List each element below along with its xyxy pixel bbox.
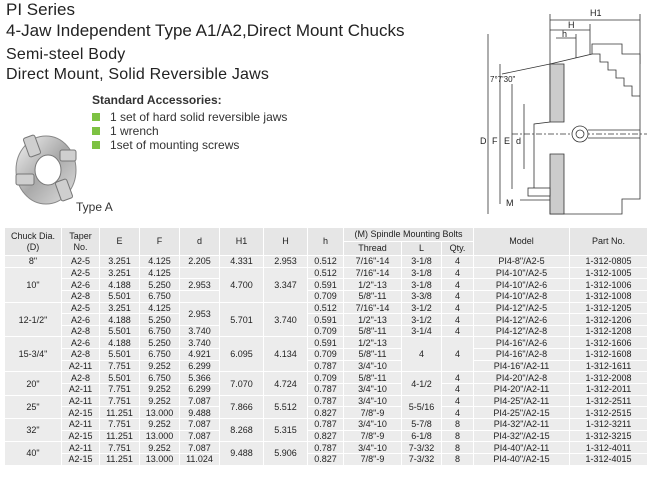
table-cell: 1/2"-13 [344,337,402,349]
table-cell: 3/4"-10 [344,395,402,407]
table-cell: 6.750 [140,349,180,361]
table-cell: 3/4"-10 [344,360,402,372]
table-cell: 3-1/4 [402,325,442,337]
table-cell: 5-5/16 [402,395,442,418]
table-cell: PI4-40"/A2-15 [474,453,570,465]
table-cell: 25" [5,395,62,418]
table-cell: 7/8"-9 [344,453,402,465]
table-cell: PI4-10"/A2-5 [474,267,570,279]
table-cell: 20" [5,372,62,395]
table-cell: 4.125 [140,256,180,268]
table-cell: 9.488 [180,407,220,419]
table-cell: 4-1/2 [402,372,442,395]
table-cell: A2-5 [62,267,100,279]
table-cell: 7/16"-14 [344,267,402,279]
table-cell: 5/8"-11 [344,349,402,361]
table-cell: 3/4"-10 [344,442,402,454]
table-cell: 5.512 [264,395,308,418]
table-cell: 2.953 [180,279,220,291]
table-cell: 32" [5,418,62,441]
col-E: E [100,228,140,256]
table-cell: 4 [442,384,474,396]
table-row [5,337,648,349]
table-cell: PI4-12"/A2-8 [474,325,570,337]
table-cell: 13.000 [140,407,180,419]
label-H1: H1 [590,8,602,18]
table-cell: 6.750 [140,290,180,302]
col-thread: Thread [344,242,402,256]
table-cell: 7.087 [180,395,220,407]
table-cell: 2.205 [180,256,220,268]
bullet-icon [92,113,100,121]
table-cell: 7-3/32 [402,453,442,465]
table-cell: 6.299 [180,384,220,396]
table-cell: 3.740 [180,325,220,337]
table-cell: 4 [442,314,474,326]
table-cell: 5.315 [264,418,308,441]
table-cell: 2.953 [180,302,220,325]
table-cell: 9.252 [140,442,180,454]
table-row [5,430,648,442]
table-cell: 6.299 [180,360,220,372]
table-cell: 7.070 [220,372,264,395]
bullet-icon [92,141,100,149]
table-cell: 4.134 [264,337,308,372]
table-cell: PI4-12"/A2-6 [474,314,570,326]
table-cell: 1-312-1006 [570,279,648,291]
table-cell: 1/2"-13 [344,279,402,291]
table-cell: PI4-16"/A2-8 [474,349,570,361]
table-cell: 5.501 [100,372,140,384]
table-cell: A2-6 [62,314,100,326]
table-cell: 8 [442,442,474,454]
table-cell: A2-15 [62,453,100,465]
label-angle: 7°7'30" [490,75,516,84]
table-cell: 5.501 [100,325,140,337]
table-cell: 7/16"-14 [344,302,402,314]
table-cell: 4.331 [220,256,264,268]
table-cell: A2-15 [62,430,100,442]
table-cell: 5.250 [140,314,180,326]
table-row [5,325,648,337]
series-name: PI Series [6,0,75,19]
table-cell: 5.250 [140,279,180,291]
table-row [5,349,648,361]
table-cell: 11.251 [100,430,140,442]
table-cell: 5-7/8 [402,418,442,430]
table-cell: 9.488 [220,442,264,465]
table-cell: PI4-10"/A2-8 [474,290,570,302]
table-cell: 1-312-4011 [570,442,648,454]
label-d: d [516,136,522,146]
table-cell: 3/4"-10 [344,418,402,430]
table-cell: 6.750 [140,372,180,384]
table-cell: 3.740 [180,337,220,349]
table-cell: 9.252 [140,395,180,407]
table-cell: A2-11 [62,384,100,396]
table-cell: A2-11 [62,395,100,407]
photo-caption: Type A [76,200,113,214]
table-cell: 4 [442,279,474,291]
col-H1: H1 [220,228,264,256]
table-cell: 5.906 [264,442,308,465]
table-cell: 0.709 [308,325,344,337]
table-cell: 4 [442,267,474,279]
table-cell: 0.827 [308,453,344,465]
table-cell: 5.366 [180,372,220,384]
label-F: F [492,136,498,146]
table-row [5,279,648,291]
col-part: Part No. [570,228,648,256]
table-cell: 4.188 [100,314,140,326]
table-cell: 3.251 [100,302,140,314]
label-h: h [562,29,568,39]
table-cell: PI4-32"/A2-15 [474,430,570,442]
table-cell: 5/8"-11 [344,372,402,384]
table-cell: 7.087 [180,430,220,442]
table-cell: 1-312-1008 [570,290,648,302]
table-cell: PI4-20"/A2-8 [474,372,570,384]
table-cell: 0.827 [308,430,344,442]
table-row [5,314,648,326]
table-cell: 5.501 [100,290,140,302]
table-cell: 3-1/8 [402,267,442,279]
table-cell: 1-312-2511 [570,395,648,407]
table-cell: 8 [442,430,474,442]
chuck-drawing [472,4,648,224]
table-cell: 12-1/2" [5,302,62,337]
chuck-photo [10,128,80,208]
table-cell: 6.095 [220,337,264,372]
table-cell: 4.188 [100,279,140,291]
subtitle-jaws: Direct Mount, Solid Reversible Jaws [6,66,270,83]
table-cell: 6-1/8 [402,430,442,442]
table-cell: 0.591 [308,337,344,349]
table-cell: 0.709 [308,372,344,384]
accessory-item: 1set of mounting screws [92,138,392,152]
col-taper: Taper No. [62,228,100,256]
table-row [5,395,648,407]
table-cell: 15-3/4" [5,337,62,372]
table-cell: 7/16"-14 [344,256,402,268]
subtitle-body: Semi-steel Body [6,46,126,63]
table-cell: 13.000 [140,453,180,465]
table-cell: PI4-32"/A2-11 [474,418,570,430]
table-cell: 11.251 [100,407,140,419]
table-row [5,290,648,302]
table-cell: 1-312-1005 [570,267,648,279]
table-cell: 7.751 [100,395,140,407]
table-cell: 3.347 [264,267,308,302]
table-cell: 7.087 [180,418,220,430]
table-cell: 7.087 [180,442,220,454]
table-cell: A2-6 [62,337,100,349]
table-cell: 5.250 [140,337,180,349]
table-cell: 0.787 [308,395,344,407]
table-cell: 4 [442,256,474,268]
table-cell: PI4-16"/A2-6 [474,337,570,349]
table-cell: 4 [442,407,474,419]
table-cell: A2-11 [62,418,100,430]
table-cell: 0.787 [308,418,344,430]
table-cell: 13.000 [140,430,180,442]
table-row [5,407,648,419]
table-cell: A2-11 [62,360,100,372]
table-cell: 5/8"-11 [344,290,402,302]
table-row [5,360,648,372]
table-cell: 3.251 [100,256,140,268]
table-cell: 1-312-4015 [570,453,648,465]
table-cell: 10" [5,267,62,302]
accessory-item: 1 set of hard solid reversible jaws [92,110,392,124]
table-cell: A2-5 [62,256,100,268]
table-cell: 4.724 [264,372,308,395]
table-cell: 8 [442,453,474,465]
table-cell: 9.252 [140,418,180,430]
table-cell: 0.512 [308,256,344,268]
table-cell: 6.750 [140,325,180,337]
table-cell: 4.125 [140,302,180,314]
table-row [5,372,648,384]
table-cell: 4.188 [100,337,140,349]
col-qty: Qty. [442,242,474,256]
table-cell: 0.787 [308,360,344,372]
table-cell: 3-1/8 [402,256,442,268]
table-cell: 7/8"-9 [344,407,402,419]
table-cell: 1-312-1208 [570,325,648,337]
table-cell: A2-5 [62,302,100,314]
table-cell: A2-8 [62,290,100,302]
table-cell: 11.251 [100,453,140,465]
table-cell: 1-312-2008 [570,372,648,384]
col-model: Model [474,228,570,256]
table-cell: 7.751 [100,418,140,430]
table-cell: 4 [442,337,474,372]
table-cell: 4 [442,290,474,302]
table-cell: 9.252 [140,360,180,372]
spec-table [4,227,648,466]
table-cell: 3-1/2 [402,314,442,326]
table-cell: 0.787 [308,442,344,454]
title-block [6,0,496,85]
table-row [5,267,648,279]
col-chuck: Chuck Dia.(D) [5,228,62,256]
table-cell: 4 [402,337,442,372]
table-cell: A2-8 [62,372,100,384]
page-title: 4-Jaw Independent Type A1/A2,Direct Mount Chucks [6,21,405,40]
table-row [5,384,648,396]
table-cell [180,267,220,279]
table-cell: 1-312-3215 [570,430,648,442]
table-cell: A2-8 [62,325,100,337]
col-L: L [402,242,442,256]
table-cell: 40" [5,442,62,465]
accessories-list [92,93,392,152]
table-cell: PI4-25"/A2-15 [474,407,570,419]
table-cell: PI4-12"/A2-5 [474,302,570,314]
table-cell: 5.501 [100,349,140,361]
table-cell: 1/2"-13 [344,314,402,326]
col-d: d [180,228,220,256]
table-cell: 0.827 [308,407,344,419]
table-cell: 3-3/8 [402,290,442,302]
table-cell: 4.125 [140,267,180,279]
table-cell: 5/8"-11 [344,325,402,337]
accessory-item: 1 wrench [92,124,392,138]
table-row [5,256,648,268]
table-cell: 0.787 [308,384,344,396]
table-cell: 11.024 [180,453,220,465]
table-cell: 0.591 [308,279,344,291]
table-cell: 3-1/2 [402,302,442,314]
table-cell: 8" [5,256,62,268]
table-cell: 8 [442,418,474,430]
table-cell: PI4-20"/A2-11 [474,384,570,396]
table-cell: 4 [442,372,474,384]
table-cell: 3.740 [264,302,308,337]
table-cell: 1-312-1608 [570,349,648,361]
table-cell: A2-6 [62,279,100,291]
table-cell: 1-312-2515 [570,407,648,419]
table-cell: 7-3/32 [402,442,442,454]
col-h: h [308,228,344,256]
table-cell: A2-11 [62,442,100,454]
table-row [5,453,648,465]
table-cell: 2.953 [264,256,308,268]
table-cell: 1-312-1611 [570,360,648,372]
label-M: M [506,198,514,208]
table-cell: 8.268 [220,418,264,441]
table-cell [180,290,220,302]
table-cell: 0.709 [308,349,344,361]
table-cell: 5.701 [220,302,264,337]
table-cell: PI4-10"/A2-6 [474,279,570,291]
bullet-icon [92,127,100,135]
table-cell: 1-312-0805 [570,256,648,268]
table-cell: 7/8"-9 [344,430,402,442]
table-row [5,302,648,314]
table-cell: 1-312-1205 [570,302,648,314]
table-cell: 0.709 [308,290,344,302]
accessories-title: Standard Accessories: [92,93,222,107]
table-cell: 4 [442,395,474,407]
table-cell: 4 [442,302,474,314]
table-cell: 4.700 [220,267,264,302]
table-cell: 7.751 [100,384,140,396]
col-F: F [140,228,180,256]
table-cell: 1-312-1206 [570,314,648,326]
col-bolts: (M) Spindle Mounting Bolts [344,228,474,242]
table-cell: A2-8 [62,349,100,361]
label-E: E [504,136,511,146]
table-cell: 4 [442,325,474,337]
table-cell: 7.866 [220,395,264,418]
table-row [5,418,648,430]
table-cell: PI4-25"/A2-11 [474,395,570,407]
table-cell: 0.591 [308,314,344,326]
table-cell: PI4-40"/A2-11 [474,442,570,454]
table-cell: PI4-16"/A2-11 [474,360,570,372]
table-cell: 4.921 [180,349,220,361]
table-cell: 7.751 [100,442,140,454]
table-cell: 3.251 [100,267,140,279]
table-cell: 3/4"-10 [344,384,402,396]
table-cell: 0.512 [308,267,344,279]
table-cell: PI4-8"/A2-5 [474,256,570,268]
label-D: D [480,136,487,146]
table-cell: 3-1/8 [402,279,442,291]
table-cell: 1-312-1606 [570,337,648,349]
table-cell: 0.512 [308,302,344,314]
table-cell: A2-15 [62,407,100,419]
table-cell: 7.751 [100,360,140,372]
label-H: H [568,20,575,30]
table-cell: 1-312-2011 [570,384,648,396]
table-cell: 9.252 [140,384,180,396]
table-cell: 1-312-3211 [570,418,648,430]
col-H: H [264,228,308,256]
table-row [5,442,648,454]
